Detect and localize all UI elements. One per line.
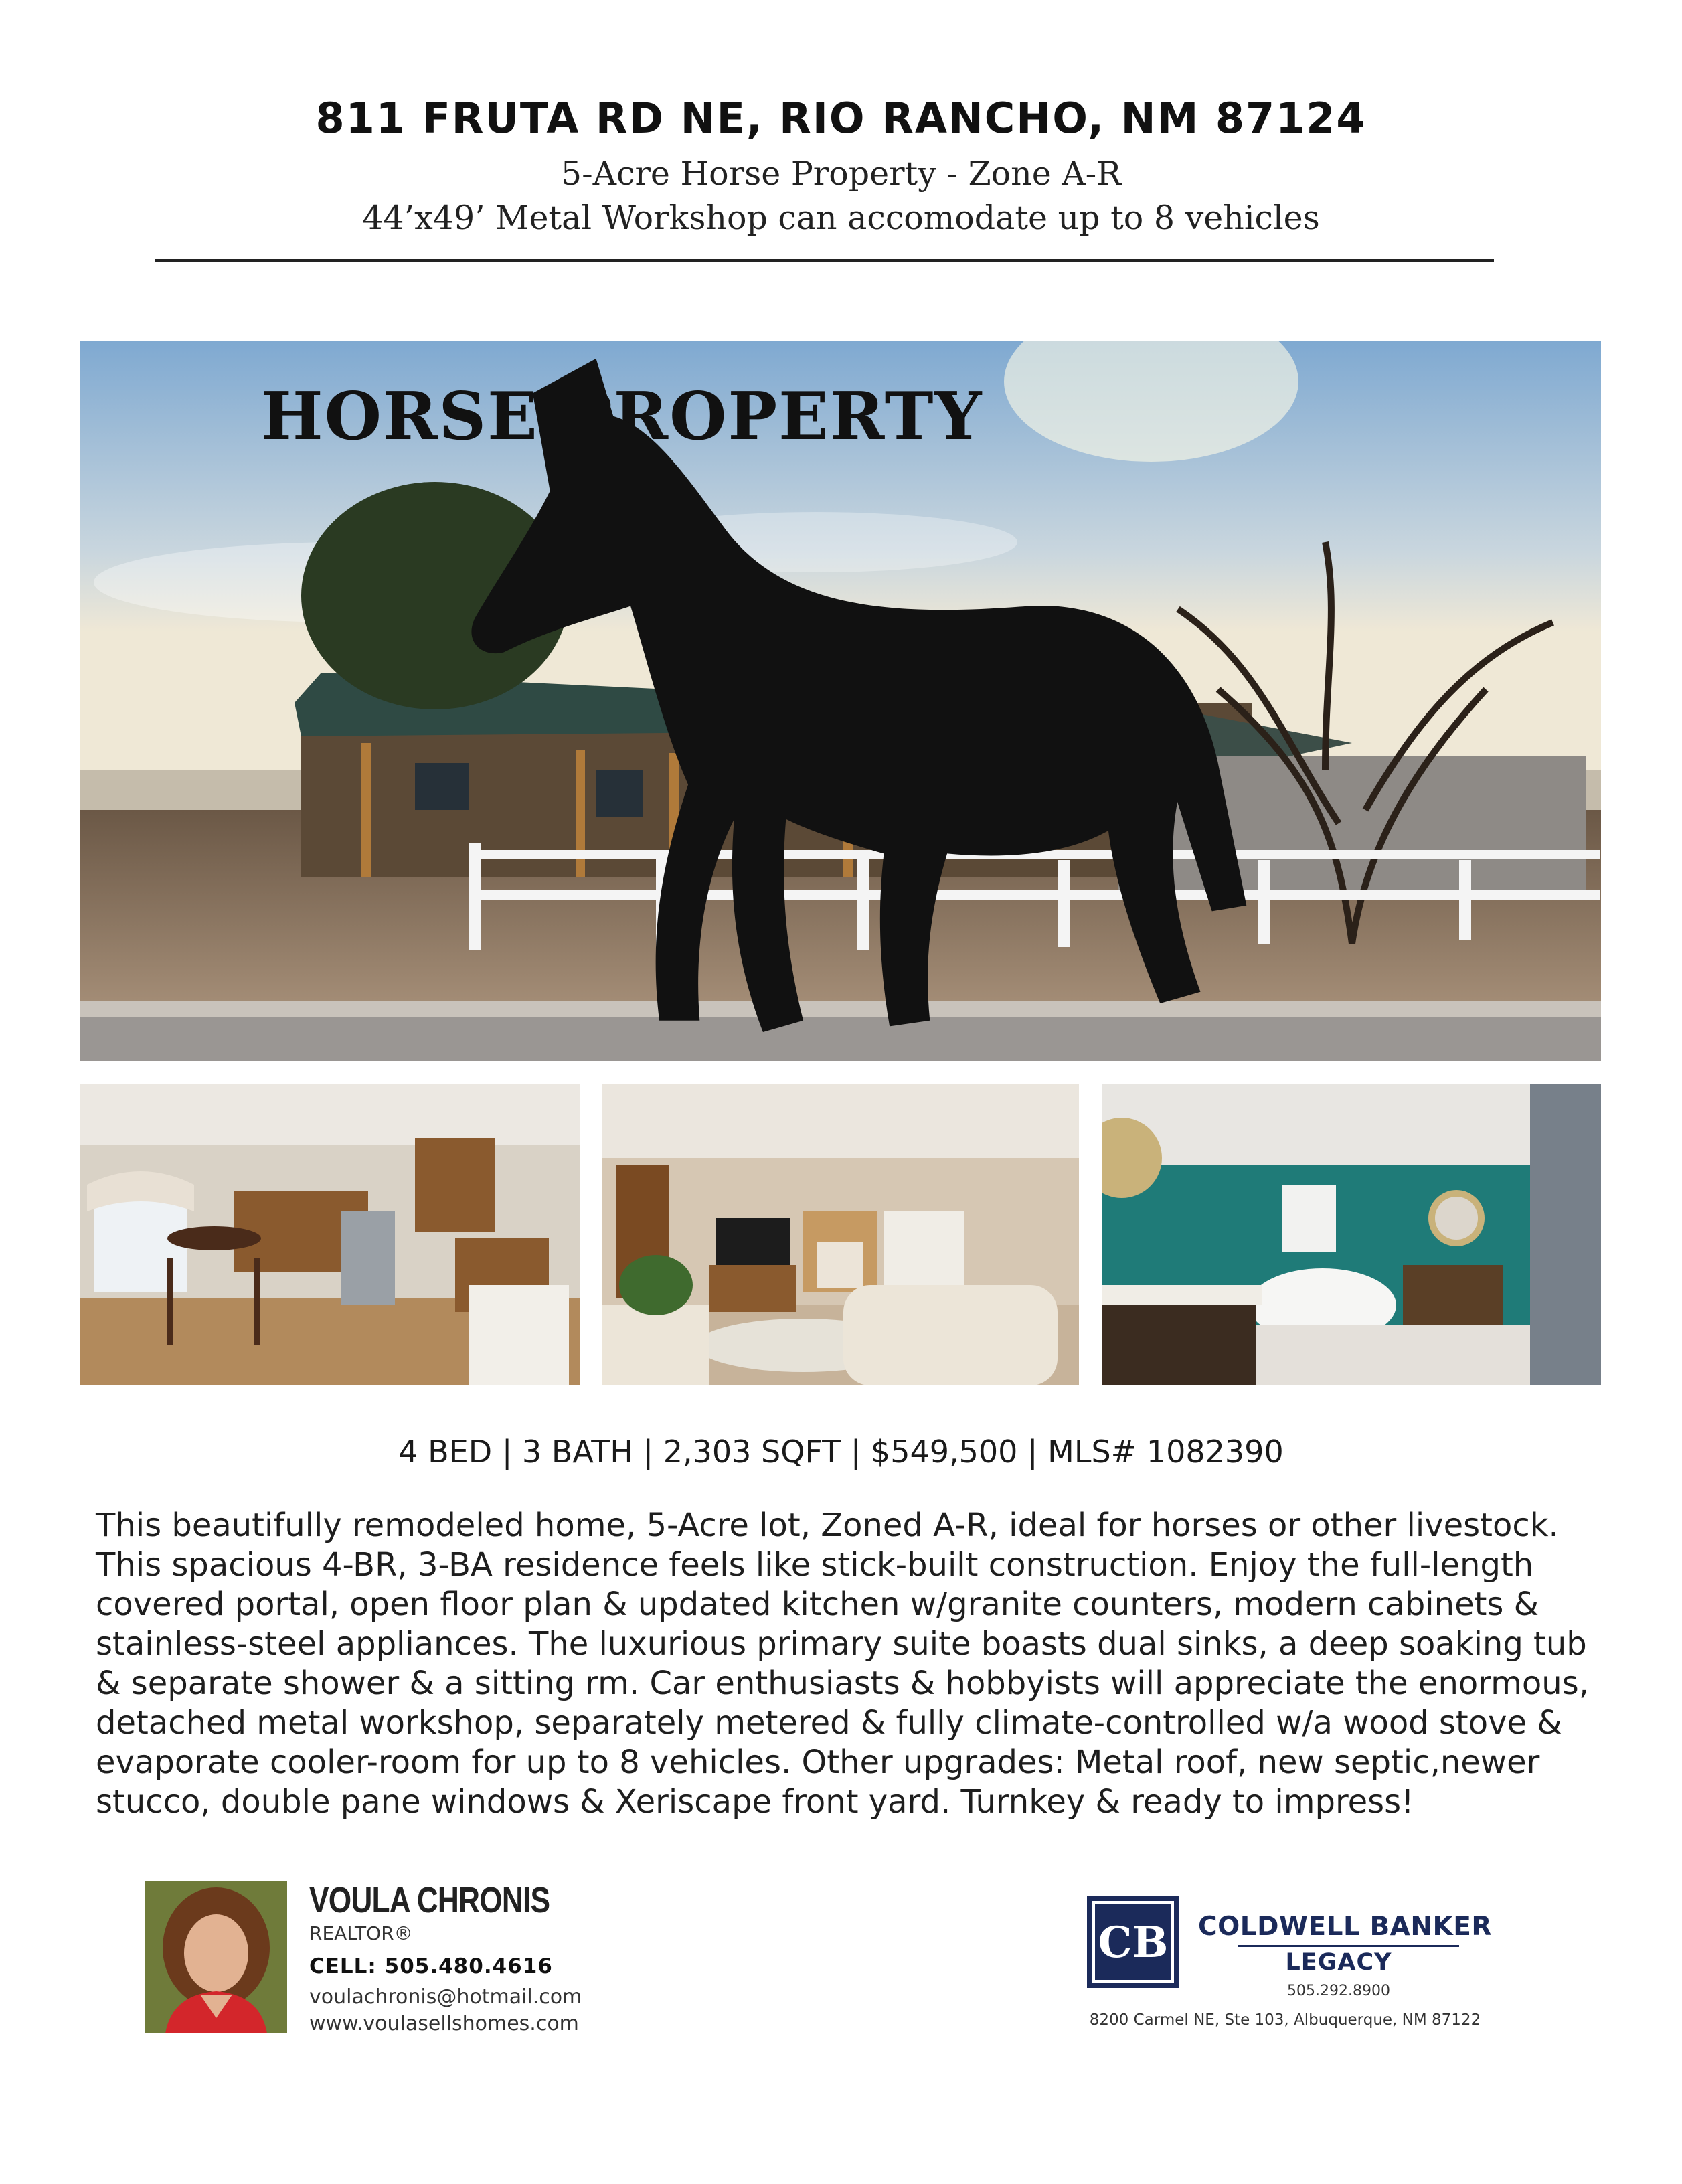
description-line: evaporate cooler-room for up to 8 vehicles. Other upgrades: Metal roof, new septic,newer (96, 1744, 1540, 1781)
agent-title: REALTOR® (309, 1922, 413, 1944)
description-line: stucco, double pane windows & Xeriscape front yard. Turnkey & ready to impress! (96, 1783, 1414, 1821)
agent-headshot-image (145, 1881, 287, 2033)
agent-name: VOULA CHRONIS (309, 1880, 550, 1920)
horse-icon (80, 341, 1601, 1061)
agent-email[interactable]: voulachronis@hotmail.com (309, 1985, 582, 2009)
agent-cell-phone[interactable]: CELL: 505.480.4616 (309, 1954, 553, 1979)
description-line: covered portal, open floor plan & updated kitchen w/granite counters, modern cabinets & (96, 1586, 1539, 1623)
description-line: stainless-steel appliances. The luxurious primary suite boasts dual sinks, a deep soaking tub (96, 1625, 1587, 1663)
description-line: This beautifully remodeled home, 5-Acre lot, Zoned A-R, ideal for horses or other livestock. (96, 1507, 1559, 1544)
coldwell-banker-logo (1087, 1896, 1179, 1988)
description-line: This spacious 4-BR, 3-BA residence feels like stick-built construction. Enjoy the full-length (96, 1546, 1534, 1584)
bathroom-image (1102, 1084, 1601, 1385)
listing-header (0, 94, 1682, 240)
header-divider (155, 259, 1494, 262)
brokerage-divider (1238, 1945, 1459, 1947)
living-room-photo (602, 1084, 1079, 1385)
kitchen-image (80, 1084, 580, 1385)
kitchen-photo (80, 1084, 580, 1385)
cb-logo-icon (1087, 1896, 1179, 1988)
brokerage-phone[interactable]: 505.292.8900 (1287, 1983, 1390, 1999)
workshop-subtitle: 44’x49’ Metal Workshop can accomodate up to 8 vehicles (362, 199, 1320, 237)
hero-photo (80, 341, 1601, 1061)
brokerage-subname: LEGACY (1285, 1949, 1392, 1976)
description-line: detached metal workshop, separately metered & fully climate-controlled w/a wood stove & (96, 1704, 1562, 1742)
listing-description (96, 1506, 1608, 1822)
agent-website[interactable]: www.voulasellshomes.com (309, 2012, 579, 2035)
description-line: & separate shower & a sitting rm. Car enthusiasts & hobbyists will appreciate the enormous, (96, 1665, 1589, 1702)
living-room-image (602, 1084, 1079, 1385)
hero-overlay-title: HORSE PROPERTY (261, 378, 983, 455)
agent-headshot (145, 1881, 287, 2033)
cb-logo-text: CB (1098, 1918, 1169, 1968)
brokerage-name: COLDWELL BANKER (1198, 1912, 1492, 1942)
property-address: 811 FRUTA RD NE, RIO RANCHO, NM 87124 (315, 94, 1367, 143)
listing-stats: 4 BED | 3 BATH | 2,303 SQFT | $549,500 | MLS# 1082390 (398, 1434, 1284, 1470)
property-subtitle: 5-Acre Horse Property - Zone A-R (560, 155, 1122, 193)
brokerage-address: 8200 Carmel NE, Ste 103, Albuquerque, NM 87122 (1089, 2011, 1481, 2029)
bathroom-photo (1102, 1084, 1601, 1385)
